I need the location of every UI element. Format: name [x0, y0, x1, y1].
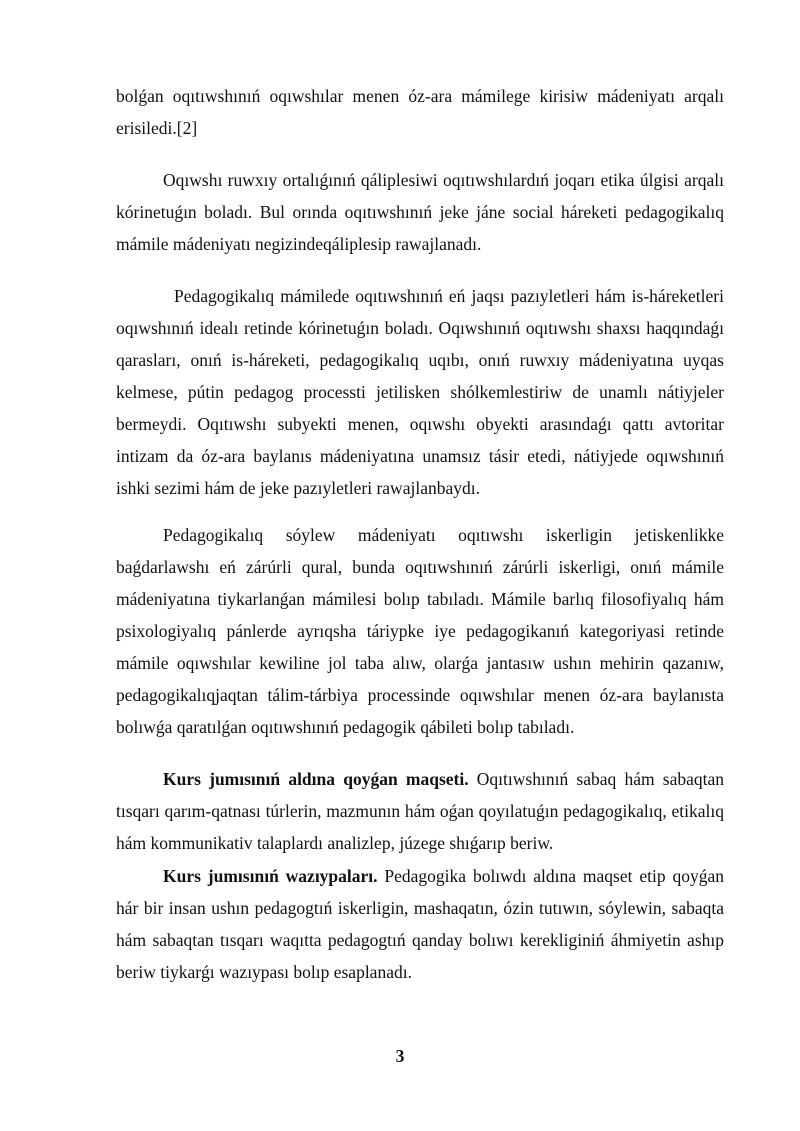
- paragraph-student-spiritual-environment: Oqıwshı ruwxıy ortalıǵınıń qáliplesiwi oqıtıwshılardıń joqarı etika úlgisi arqalı kórinetuǵın boladı. Bul orında oqıtıwshınıń jeke jáne social háreketi pedagogikalıq mámile mádeniyatı negizindeqáliplesip rawajlanadı.: [116, 170, 724, 254]
- paragraph-course-tasks: [116, 860, 724, 988]
- document-body: [116, 80, 724, 988]
- paragraph-speech-culture: Pedagogikalıq sóylew mádeniyatı oqıtıwshı iskerligin jetiskenlikke baǵdarlawshı eń zárúrli qural, bunda oqıtıwshınıń zárúrli iskerligi, onıń mámile mádeniyatına tiykarlanǵan mámilesi bolıp tabıladı. Mámile barlıq filosofiyalıq hám psixologiyalıq pánlerde ayrıqsha táriypke iye pedagogikanıń kategoriyasi retinde mámile oqıwshılar kewiline jol taba alıw, olarǵa jantasıw ushın mehirin qazanıw, pedagogikalıqjaqtan tálim-tárbiya processinde oqıwshılar menen óz-ara baylanısta bolıwǵa qaratılǵan oqıtıwshınıń pedagogik qábileti bolıp tabıladı.: [116, 525, 724, 737]
- course-goal-heading: Kurs jumısınıń aldına qoyǵan maqseti.: [163, 769, 469, 789]
- course-tasks-heading: Kurs jumısınıń wazıypaları.: [163, 866, 378, 886]
- paragraph-pedagogical-relations: Pedagogikalıq mámilede oqıtıwshınıń eń jaqsı pazıyletleri hám is-háreketleri oqıwshınıń idealı retinde kórinetuǵın boladı. Oqıwshınıń oqıtıwshı shaxsı haqqındaǵı qarasları, onıń is-háreketi, pedagogikalıq uqıbı, onıń ruwxıy mádeniyatına uyqas kelmese, pútin pedagog processti jetilisken shólkemlestiriw de unamlı nátiyjeler bermeydi. Oqıtıwshı subyekti menen, oqıwshı obyekti arasındaǵı qattı avtoritar intizam da óz-ara baylanıs mádeniyatına unamsız tásir etedi, nátiyjede oqıwshınıń ishki sezimi hám de jeke pazıyletleri rawajlanbaydı.: [116, 286, 724, 498]
- paragraph-continuation: bolǵan oqıtıwshınıń oqıwshılar menen óz-ara mámilege kirisiw mádeniyatı arqalı erisiledi.[2]: [116, 86, 724, 138]
- page-number: 3: [395, 1046, 405, 1066]
- paragraph-course-goal: [116, 763, 724, 859]
- course-goal-text: Oqıtıwshınıń sabaq hám sabaqtan tısqarı qarım-qatnası túrlerin, mazmunın hám oǵan qoyılatuǵın pedagogikalıq, etikalıq hám kommunikativ talaplardı analizlep, júzege shıǵarıp beriw.: [116, 769, 724, 853]
- course-tasks-text: Pedagogika bolıwdı aldına maqset etip qoyǵan hár bir insan ushın pedagogtıń iskerligin, mashaqatın, ózin tutıwın, sóylewin, sabaqta hám sabaqtan tısqarı waqıtta pedagogtıń qanday bolıwı kerekliginiń áhmiyetin ashıp beriw tiykarǵı wazıypası bolıp esaplanadı.: [116, 866, 724, 982]
